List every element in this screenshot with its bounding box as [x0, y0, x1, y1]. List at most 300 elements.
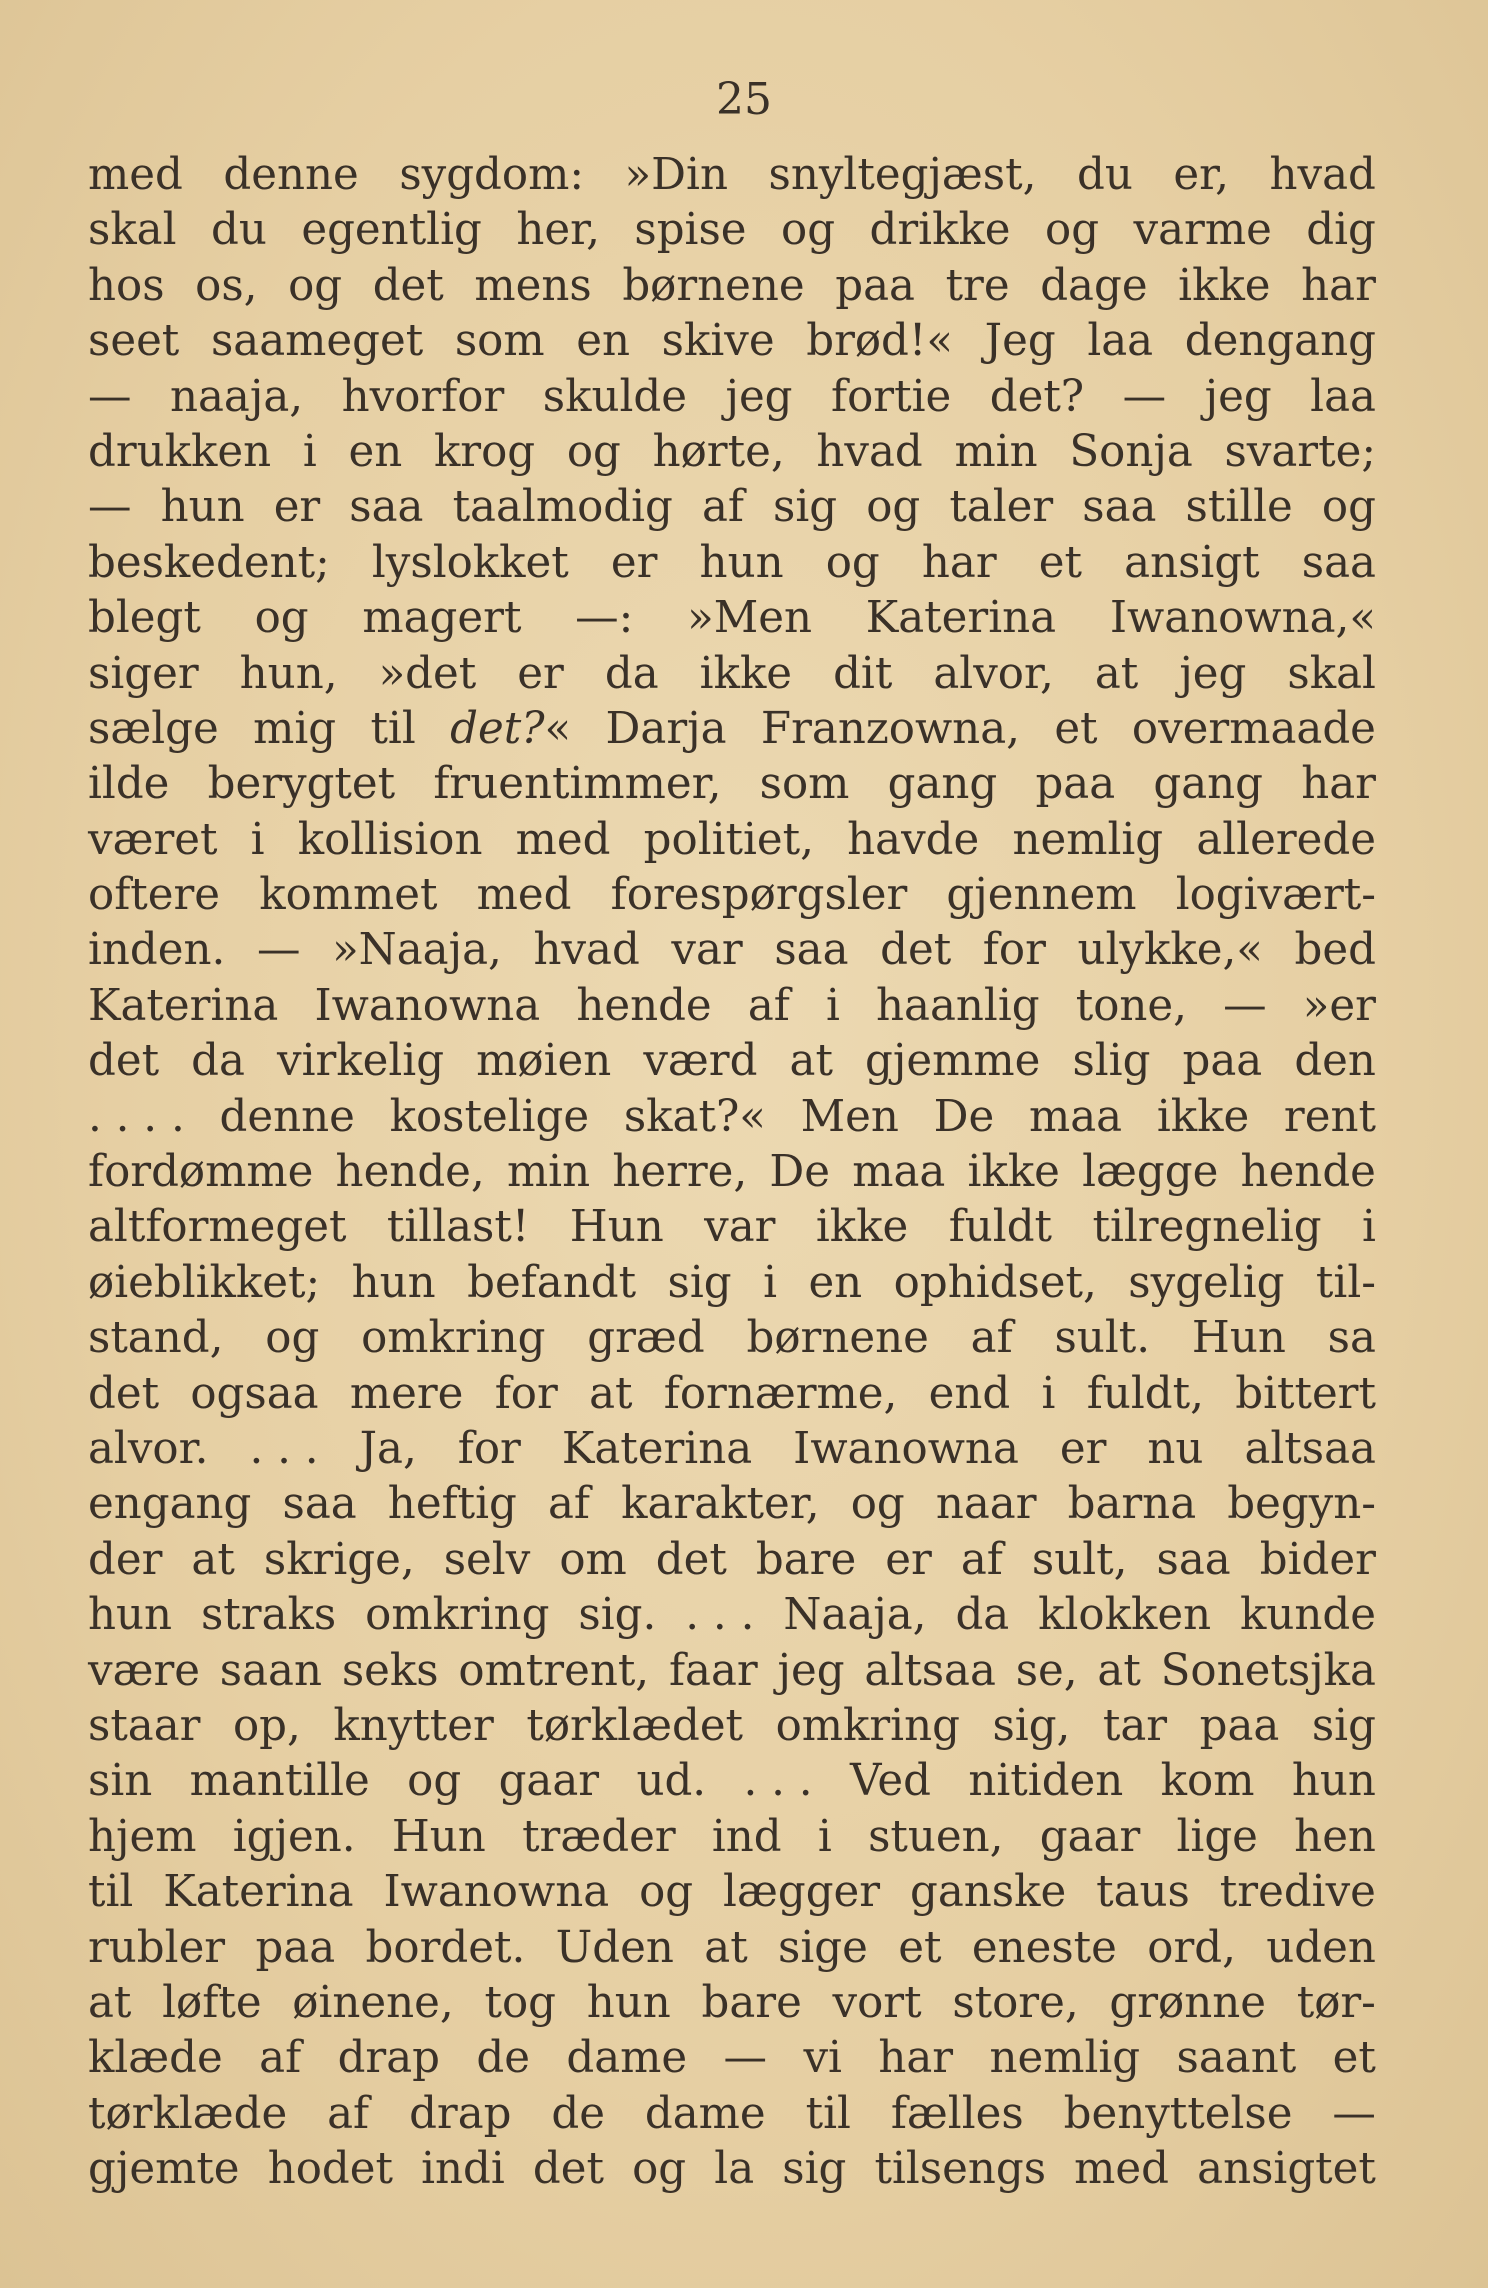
word: denne	[219, 1091, 355, 1142]
word: hende	[576, 980, 712, 1031]
word: saa	[1156, 1534, 1231, 1585]
word: at	[589, 1368, 633, 1419]
word: til-	[1315, 1257, 1376, 1308]
word: grønne	[1109, 1977, 1266, 2028]
word: tør-	[1296, 1977, 1376, 2028]
word: et	[898, 1922, 942, 1973]
word: har	[878, 2033, 954, 2084]
word: det?	[989, 371, 1085, 422]
text-line	[88, 1367, 1376, 1422]
word: græd	[587, 1313, 705, 1364]
word: hun	[351, 1257, 436, 1308]
word: gaar	[498, 1756, 600, 1807]
text-line	[88, 1200, 1376, 1255]
word: værd	[643, 1036, 758, 1087]
word: at	[704, 1922, 748, 1973]
word: bare	[755, 1534, 857, 1585]
word: tredive	[1219, 1867, 1376, 1918]
word: sig	[1311, 1700, 1376, 1751]
word: hvad	[816, 426, 923, 477]
word: stille	[1185, 482, 1293, 533]
word: engang	[88, 1479, 252, 1530]
text-line	[88, 647, 1376, 702]
word: er	[517, 648, 564, 699]
word: og	[850, 1479, 905, 1530]
word: Katerina	[163, 1867, 354, 1918]
word: paa	[1182, 1036, 1263, 1087]
word: alvor.	[88, 1423, 209, 1474]
word: klokken	[1038, 1590, 1212, 1641]
word: i	[763, 1257, 777, 1308]
word: et	[1332, 2033, 1376, 2084]
text-line	[88, 536, 1376, 591]
word: svarte;	[1224, 426, 1376, 477]
word: staar	[88, 1700, 201, 1751]
word: hørte,	[652, 426, 785, 477]
word: omkring	[775, 1700, 960, 1751]
word: mens	[474, 260, 592, 311]
word: et	[1054, 703, 1098, 754]
word: hun	[586, 1977, 671, 2028]
word: nitiden	[968, 1756, 1124, 1807]
word: du	[211, 205, 267, 256]
text-line	[88, 1865, 1376, 1920]
text-line	[88, 2087, 1376, 2142]
word: drukken	[88, 426, 272, 477]
word: berygtet	[207, 759, 396, 810]
word: og	[265, 1313, 320, 1364]
word: at	[789, 1036, 833, 1087]
word: ikke	[1156, 1091, 1250, 1142]
word: stand,	[88, 1313, 224, 1364]
word: var	[704, 1202, 776, 1253]
word: det	[880, 925, 952, 976]
word: og	[566, 426, 621, 477]
word: rubler	[88, 1922, 226, 1973]
text-line	[88, 1533, 1376, 1588]
word: inden.	[88, 925, 226, 976]
word: med	[515, 814, 611, 865]
word: fruentimmer,	[433, 759, 722, 810]
word: egentlig	[301, 205, 482, 256]
word: med	[1074, 2144, 1170, 2195]
word: Iwanowna,«	[1109, 593, 1376, 644]
word: i	[302, 426, 317, 477]
word: saameget	[210, 316, 424, 367]
word: tog	[484, 1977, 556, 2028]
word: sig	[773, 482, 838, 533]
word: sig	[667, 1257, 732, 1308]
word: som	[454, 316, 545, 367]
text-line	[88, 1588, 1376, 1643]
word: end	[928, 1368, 1011, 1419]
word: fornærme,	[663, 1368, 898, 1419]
text-line	[88, 1699, 1376, 1754]
text-line	[88, 923, 1376, 978]
word: ulykke,«	[1077, 925, 1263, 976]
word: saa	[1082, 482, 1157, 533]
word: lægger	[723, 1867, 881, 1918]
text-line	[88, 1256, 1376, 1311]
text-line	[88, 259, 1376, 314]
word: øinene,	[292, 1977, 454, 2028]
word: er	[885, 1534, 932, 1585]
word: taalmodig	[452, 482, 673, 533]
word: løfte	[162, 1977, 262, 2028]
word: af	[548, 1479, 591, 1530]
word: skulde	[542, 371, 687, 422]
word: ilde	[88, 759, 170, 810]
word: tørklædet	[526, 1700, 744, 1751]
word: dengang	[1184, 316, 1376, 367]
word: min	[506, 1147, 591, 1198]
word: alvor,	[933, 648, 1054, 699]
word: hvad	[533, 925, 640, 976]
text-line	[88, 1810, 1376, 1865]
word: varme	[1133, 205, 1272, 256]
text-line	[88, 1644, 1376, 1699]
word: dame	[566, 2033, 688, 2084]
text-line	[88, 1034, 1376, 1089]
text-line	[88, 1976, 1376, 2031]
word: at	[191, 1534, 235, 1585]
word: hos	[88, 260, 165, 311]
word: det	[88, 1368, 160, 1419]
word: fuldt	[948, 1202, 1053, 1253]
word: børnene	[746, 1313, 929, 1364]
word: »Din	[624, 150, 728, 200]
word: at	[88, 1977, 132, 2028]
word: igjen.	[232, 1811, 356, 1862]
word: hen	[1294, 1811, 1376, 1862]
text-line	[88, 1921, 1376, 1976]
word: da	[191, 1036, 245, 1087]
word: i	[250, 814, 265, 865]
word: hun	[88, 1590, 173, 1641]
word: blegt	[88, 593, 201, 644]
word: Darja	[605, 703, 727, 754]
word: Sonja	[1069, 426, 1193, 477]
word: dage	[1040, 260, 1148, 311]
word: dame	[644, 2088, 766, 2139]
word: ansigtet	[1197, 2144, 1376, 2195]
word: maa	[1028, 1091, 1123, 1142]
text-line	[88, 425, 1376, 480]
word: af	[970, 1313, 1013, 1364]
word: naaja,	[169, 371, 304, 422]
word: tilregnelig	[1092, 1202, 1322, 1253]
word: og	[866, 482, 921, 533]
text-line	[88, 702, 1376, 757]
word: havde	[847, 814, 980, 865]
word: sige	[778, 1922, 868, 1973]
word: gang	[1153, 759, 1264, 810]
word: —	[1332, 2088, 1376, 2139]
word: af	[960, 1534, 1003, 1585]
word: ikke	[1178, 260, 1271, 311]
word: skat?«	[623, 1091, 766, 1142]
word: sult.	[1054, 1313, 1151, 1364]
word: op,	[232, 1700, 301, 1751]
word: allerede	[1196, 814, 1376, 865]
word: hun,	[239, 648, 338, 699]
word: Naaja,	[783, 1590, 927, 1641]
word: sig	[782, 2144, 847, 2195]
word: uden	[1266, 1922, 1376, 1973]
text-line	[88, 1145, 1376, 1200]
word: mig	[253, 703, 337, 754]
word: skrige,	[263, 1534, 415, 1585]
word: ikke	[815, 1202, 909, 1253]
word: hvorfor	[341, 371, 505, 422]
word: ud.	[636, 1756, 707, 1807]
word: lige	[1176, 1811, 1258, 1862]
word: taus	[1096, 1867, 1190, 1918]
word: ord,	[1147, 1922, 1236, 1973]
word: saa	[774, 925, 849, 976]
word: træder	[522, 1811, 676, 1862]
word: sygelig	[1128, 1257, 1285, 1308]
word: paa	[1035, 759, 1116, 810]
word: barna	[1067, 1479, 1197, 1530]
word: saa	[1301, 537, 1376, 588]
text-line	[88, 1477, 1376, 1532]
word: lægge	[1082, 1147, 1219, 1198]
word: karakter,	[621, 1479, 820, 1530]
word: sælge	[88, 703, 219, 754]
word: ikke	[699, 648, 793, 699]
word: benyttelse	[1063, 2088, 1293, 2139]
word: gang	[887, 759, 998, 810]
word: med	[88, 150, 183, 200]
word: Hun	[569, 1202, 664, 1253]
word: bordet.	[365, 1922, 526, 1973]
word: for	[494, 1368, 558, 1419]
word: taler	[949, 482, 1054, 533]
word: tone,	[1075, 980, 1187, 1031]
word: børnene	[622, 260, 805, 311]
word: seet	[88, 316, 180, 367]
word: og	[781, 205, 836, 256]
word: mantille	[189, 1756, 370, 1807]
word: altsaa	[1244, 1423, 1376, 1474]
word: —:	[575, 593, 634, 644]
word: gaar	[1039, 1811, 1141, 1862]
word: logivært-	[1175, 870, 1376, 921]
word: og	[632, 2144, 687, 2195]
word: skal	[88, 205, 177, 256]
word: er	[610, 537, 658, 588]
word: er,	[1173, 150, 1229, 200]
word: hun	[699, 537, 784, 588]
word: begyn-	[1227, 1479, 1376, 1530]
word: jeg	[1204, 371, 1272, 422]
word: krog	[433, 426, 536, 477]
text-line	[88, 314, 1376, 369]
word: befandt	[467, 1257, 637, 1308]
word: at	[1097, 1645, 1141, 1696]
word: »er	[1302, 980, 1376, 1031]
word: oftere	[88, 870, 221, 921]
word: ganske	[909, 1867, 1067, 1918]
word: skive	[661, 316, 775, 367]
word: jeg	[725, 371, 793, 422]
word: saa	[282, 1479, 357, 1530]
word: ind	[711, 1811, 782, 1862]
word: og	[1321, 482, 1376, 533]
word: siger	[88, 648, 199, 699]
word: sig.	[578, 1590, 657, 1641]
word: den	[1294, 1036, 1376, 1087]
word: laa	[1310, 371, 1376, 422]
word: herre,	[612, 1147, 748, 1198]
text-line	[88, 370, 1376, 425]
word: Men	[800, 1091, 899, 1142]
word: gjemte	[88, 2144, 240, 2195]
word: spise	[634, 205, 747, 256]
text-line	[88, 2031, 1376, 2086]
word: Ved	[850, 1756, 932, 1807]
word: det	[88, 1036, 160, 1087]
word: hjem	[88, 1811, 197, 1862]
word: kom	[1160, 1756, 1255, 1807]
word: De	[769, 1147, 831, 1198]
word: »Men	[687, 593, 812, 644]
word: hun	[1291, 1756, 1376, 1807]
word: nemlig	[1012, 814, 1164, 865]
word: . . .	[685, 1590, 755, 1641]
word: jeg	[1179, 648, 1247, 699]
word: saa	[349, 482, 424, 533]
word: —	[1122, 371, 1167, 422]
word: for	[982, 925, 1046, 976]
word: Katerina	[865, 593, 1057, 644]
word: magert	[362, 593, 522, 644]
word: det	[532, 2144, 604, 2195]
text-line	[88, 1090, 1376, 1145]
word: ikke	[967, 1147, 1060, 1198]
word: tar	[1102, 1700, 1168, 1751]
word: mere	[349, 1368, 464, 1419]
word: da	[604, 648, 659, 699]
word: kommet	[259, 870, 438, 921]
word: —	[88, 371, 132, 422]
word: at	[1094, 648, 1139, 699]
word: laa	[1087, 316, 1154, 367]
word: da	[955, 1590, 1010, 1641]
body-text	[88, 148, 1376, 2197]
word: heftig	[387, 1479, 517, 1530]
word: altformeget	[88, 1202, 347, 1253]
word: dig	[1306, 205, 1376, 256]
word: fordømme	[88, 1147, 314, 1198]
text-line	[88, 1754, 1376, 1809]
word: af	[701, 482, 744, 533]
word: stuen,	[868, 1811, 1004, 1862]
word: Katerina	[88, 980, 279, 1031]
word: et	[1038, 537, 1083, 588]
word: virkelig	[277, 1036, 445, 1087]
word: og	[639, 1867, 694, 1918]
word: fælles	[890, 2088, 1024, 2139]
word: De	[933, 1091, 995, 1142]
word: klæde	[88, 2033, 223, 2084]
word: det?«	[450, 702, 571, 757]
word: en	[808, 1257, 863, 1308]
word: Hun	[391, 1811, 486, 1862]
word: paa	[1199, 1700, 1280, 1751]
word: og	[407, 1756, 462, 1807]
word: i	[817, 1811, 832, 1862]
word: straks	[200, 1590, 337, 1641]
word: naar	[935, 1479, 1037, 1530]
word: har	[1301, 260, 1376, 311]
word: store,	[952, 1977, 1079, 2028]
word: sig,	[992, 1700, 1071, 1751]
word: bed	[1294, 925, 1376, 976]
word: se,	[1015, 1645, 1078, 1696]
word: omkring	[361, 1313, 546, 1364]
text-line	[88, 979, 1376, 1034]
word: af	[259, 2033, 302, 2084]
word: har	[921, 537, 997, 588]
word: for	[457, 1423, 521, 1474]
text-line	[88, 480, 1376, 535]
text-line	[88, 148, 1376, 203]
word: med	[476, 870, 572, 921]
word: altsaa	[864, 1645, 996, 1696]
word: vi	[803, 2033, 842, 2084]
word: hodet	[267, 2144, 393, 2195]
word: maa	[852, 1147, 946, 1198]
word: bare	[701, 1977, 802, 2028]
word: i	[825, 980, 840, 1031]
word: drap	[337, 2033, 440, 2084]
word: —	[88, 482, 132, 533]
word: til	[88, 1867, 134, 1918]
word: af	[747, 980, 790, 1031]
word: en	[576, 316, 631, 367]
word: og	[1045, 205, 1100, 256]
word: —	[723, 2033, 768, 2084]
word: haanlig	[876, 980, 1040, 1031]
word: fortie	[831, 371, 952, 422]
word: ogsaa	[190, 1368, 319, 1419]
word: lyslokket	[371, 537, 569, 588]
word: tillast!	[386, 1202, 530, 1253]
word: tre	[945, 260, 1010, 311]
word: os,	[195, 260, 258, 311]
word: de	[476, 2033, 530, 2084]
word: i	[1041, 1368, 1056, 1419]
word: la	[714, 2144, 755, 2195]
word: jeg	[777, 1645, 845, 1696]
word: Ja,	[359, 1423, 417, 1474]
word: tørklæde	[88, 2088, 288, 2139]
word: Sonetsjka	[1160, 1645, 1376, 1696]
word: om	[559, 1534, 627, 1585]
word: bittert	[1235, 1368, 1376, 1419]
word: kunde	[1240, 1590, 1376, 1641]
text-line	[88, 591, 1376, 646]
word: knytter	[333, 1700, 494, 1751]
word: denne	[223, 150, 359, 200]
word: saant	[1176, 2033, 1297, 2084]
word: . . . .	[88, 1091, 185, 1142]
word: Hun	[1191, 1313, 1286, 1364]
word: hvad	[1269, 150, 1376, 200]
word: hende	[1240, 1147, 1376, 1198]
